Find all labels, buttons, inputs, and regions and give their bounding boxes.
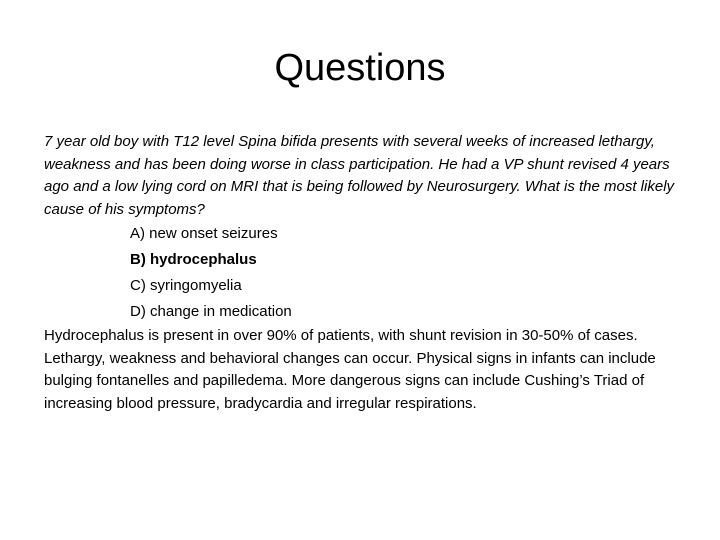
explanation-text: Hydrocephalus is present in over 90% of patients, with shunt revision in 30-50% of cases. Lethargy, weakness and behavioral changes can occur. Physical signs in infants can include bulging fontanelles and papilledema. More dangerous signs can include Cushing’s Triad of increasing blood pressure, bradycardia and irregular respirations. (44, 327, 656, 412)
question-text: 7 year old boy with T12 level Spina bifida presents with several weeks of increased lethargy, weakness and has been doing worse in class participation. He had a VP shunt revised 4 years ago and a low lying cord on MRI that is being followed by Neurosurgery. What is the most likely cause of his symptoms? (44, 133, 675, 218)
option-c: C) syringomyelia (130, 277, 242, 294)
slide-title: Questions (274, 47, 446, 89)
slide-content (44, 131, 694, 415)
option-b: B) hydrocephalus (130, 251, 257, 268)
option-d: D) change in medication (130, 303, 292, 320)
answer-options (44, 221, 694, 325)
option-a: A) new onset seizures (130, 225, 278, 242)
